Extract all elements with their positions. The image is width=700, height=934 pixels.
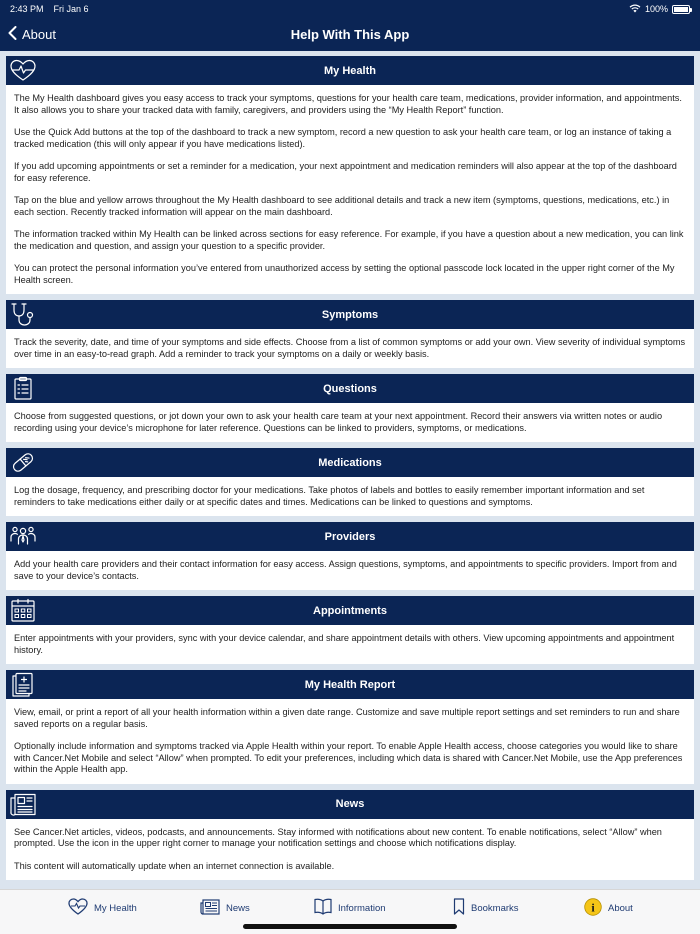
bookmark-icon <box>453 898 465 918</box>
tab-information-label: Information <box>338 902 386 914</box>
section-paragraph: You can protect the personal information you’ve entered from unauthorized access by setting the optional passcode lock located in the upper right corner of the My Health screen. <box>14 263 675 285</box>
newspaper-icon <box>200 899 220 918</box>
section-title: Symptoms <box>321 308 379 321</box>
section-title: Medications <box>318 456 382 469</box>
status-date: Fri Jan 6 <box>53 4 89 14</box>
section-my-health-report <box>6 670 694 784</box>
section-paragraph: The information tracked within My Health can be linked across sections for easy reference. For example, if you have a question about a new medication, you can link the medication and question, and assign your question to a specific provider. <box>14 229 684 251</box>
section-paragraph: Tap on the blue and yellow arrows throughout the My Health dashboard to see additional details and track a new item (symptoms, questions, medications, etc.) in each section. Recently tracked information will appear on the main dashboard. <box>14 195 670 217</box>
newspaper-icon <box>9 792 37 817</box>
tab-about-label: About <box>608 902 633 914</box>
book-icon <box>314 898 332 918</box>
section-appointments <box>6 596 694 664</box>
home-indicator[interactable] <box>243 924 457 929</box>
battery-icon <box>672 5 690 14</box>
section-medications <box>6 448 694 516</box>
section-news <box>6 790 694 881</box>
section-paragraph: Log the dosage, frequency, and prescribing doctor for your medications. Take photos of labels and bottles to easily remember important information and set reminders to take medications either daily or at specific dates and times. Medications can be linked to questions and symptoms. <box>14 485 645 507</box>
tab-my-health-label: My Health <box>94 902 137 914</box>
status-time: 2:43 PM <box>10 4 44 14</box>
section-paragraph: Enter appointments with your providers, sync with your device calendar, and share appointment details with others. View upcoming appointments and appointment history. <box>14 633 675 655</box>
section-questions <box>6 374 694 442</box>
section-header <box>6 448 694 477</box>
section-paragraph: If you add upcoming appointments or set a reminder for a medication, your next appointment and medication reminders will also appear at the top of the dashboard for easy reference. <box>14 161 677 183</box>
section-paragraph: See Cancer.Net articles, videos, podcasts, and announcements. Stay informed with notifications about new content. To enable notifications, select “Allow” when prompted. Use the icon in the upper right corner to manage your notification settings and choose which notifications display. <box>14 826 662 848</box>
section-my-health <box>6 56 694 294</box>
section-paragraph: Choose from suggested questions, or jot down your own to ask your health care team at your next appointment. Record their answers via written notes or audio recording using your device’s microphone for later reference. Questions can be linked to providers, symptoms, or medications. <box>14 411 663 433</box>
clipboard-icon <box>9 376 37 401</box>
section-paragraph: Add your health care providers and their contact information for easy access. Assign questions, symptoms, and appointments to specific providers. Import from and save to your device’s contacts. <box>14 559 677 581</box>
section-body <box>6 819 694 881</box>
section-header <box>6 596 694 625</box>
section-header <box>6 790 694 819</box>
info-icon <box>584 898 602 919</box>
tab-bookmarks-label: Bookmarks <box>471 902 519 914</box>
battery-percent: 100% <box>644 4 668 14</box>
section-header <box>6 522 694 551</box>
tab-news-label: News <box>226 902 250 914</box>
svg-text:i: i <box>591 899 595 914</box>
page-title: Help With This App <box>290 27 410 42</box>
section-body <box>6 625 694 664</box>
section-header <box>6 374 694 403</box>
tab-bookmarks[interactable] <box>453 898 519 918</box>
section-paragraph: The My Health dashboard gives you easy access to track your symptoms, questions for your health care team, medications, provider information, and appointments. It also allows you to share your tracked data with family, caregivers, and providers using the “My Health Report” function. <box>14 93 682 115</box>
section-body <box>6 551 694 590</box>
section-paragraph: This content will automatically update when an internet connection is available. <box>14 860 335 871</box>
back-button-label: About <box>22 27 56 42</box>
tab-information[interactable] <box>314 898 386 918</box>
people-icon <box>9 524 37 549</box>
tab-about[interactable] <box>584 898 633 918</box>
section-paragraph: Use the Quick Add buttons at the top of the dashboard to track a new symptom, record a new question to ask your health care team, or log an instance of taking a tracked medication (this will only appear if you have medications listed). <box>14 127 672 149</box>
section-body <box>6 403 694 442</box>
help-content[interactable] <box>0 51 700 889</box>
section-paragraph: Track the severity, date, and time of your symptoms and side effects. Choose from a list of common symptoms or add your own. View severity of individual symptoms over time in an easy-to-read graph. Add a reminder to track your symptoms on a daily or weekly basis. <box>14 337 686 359</box>
wifi-icon <box>629 4 641 15</box>
tab-news[interactable] <box>200 898 250 918</box>
status-bar <box>0 0 700 18</box>
chevron-left-icon <box>8 26 17 43</box>
section-paragraph: View, email, or print a report of all your health information within a given date range. Customize and save multiple report settings and set reminders to run and share saved reports on a regular basis. <box>14 707 680 729</box>
section-paragraph: Optionally include information and symptoms tracked via Apple Health within your report. To enable Apple Health access, choose categories you would like to share with Cancer.Net Mobile and select “Allow” when prompted. To edit your preferences, including which data is shared with Cancer.Net Mobile, use the App preferences within the Apple Health app. <box>14 741 683 774</box>
tab-my-health[interactable] <box>68 898 137 918</box>
navigation-bar <box>0 18 700 51</box>
section-header <box>6 670 694 699</box>
section-symptoms <box>6 300 694 368</box>
report-icon <box>9 672 37 697</box>
section-body <box>6 699 694 784</box>
section-header <box>6 56 694 85</box>
section-title: News <box>335 798 365 810</box>
heart-icon <box>68 898 88 919</box>
section-title: My Health Report <box>304 678 396 691</box>
section-body <box>6 477 694 516</box>
stethoscope-icon <box>9 302 37 327</box>
section-title: Questions <box>323 382 377 395</box>
section-title: Appointments <box>313 604 387 617</box>
heart-pulse-icon <box>9 58 37 83</box>
pill-icon <box>9 450 37 475</box>
section-header <box>6 300 694 329</box>
section-body <box>6 85 694 294</box>
section-body <box>6 329 694 368</box>
section-title: My Health <box>324 64 376 77</box>
section-providers <box>6 522 694 590</box>
section-title: Providers <box>324 530 376 543</box>
back-button[interactable] <box>8 18 56 51</box>
calendar-icon <box>9 598 37 623</box>
